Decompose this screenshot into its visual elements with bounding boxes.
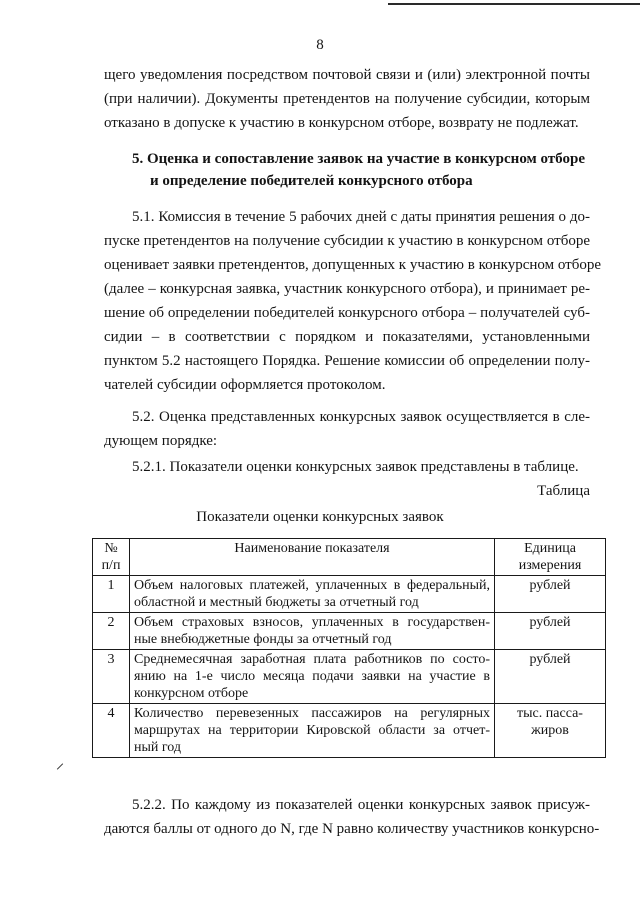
table-row bbox=[93, 704, 606, 758]
text-line: 5.1. Комиссия в течение 5 рабочих дней с даты принятия решения о до- bbox=[132, 209, 590, 225]
table-label: Таблица bbox=[537, 483, 590, 499]
table-row bbox=[93, 576, 606, 613]
header-unit: Единица измерения bbox=[495, 539, 606, 576]
table-row bbox=[93, 650, 606, 704]
text-line: чателей субсидии оформляется протоколом. bbox=[104, 377, 386, 393]
table-row bbox=[93, 613, 606, 650]
row-unit: тыс. пасса- жиров bbox=[495, 704, 606, 758]
text-line: дующем порядке: bbox=[104, 433, 218, 449]
text-line: пуске претендентов на получение субсидии к участию в конкурсном отборе bbox=[104, 233, 590, 249]
text-line: 5.2.2. По каждому из показателей оценки конкурсных заявок присуж- bbox=[132, 797, 590, 813]
indicators-table bbox=[92, 538, 606, 758]
row-num: 1 bbox=[93, 576, 130, 613]
scan-top-rule bbox=[388, 3, 640, 5]
text-line: оценивает заявки претендентов, допущенных к участию в конкурсном отборе bbox=[104, 257, 601, 273]
text-line: пунктом 5.2 настоящего Порядка. Решение комиссии об определении полу- bbox=[104, 353, 590, 369]
scan-mark bbox=[57, 763, 63, 769]
header-name: Наименование показателя bbox=[130, 539, 495, 576]
row-num: 3 bbox=[93, 650, 130, 704]
row-name: Объем налоговых платежей, уплаченных в федеральный, областной и местный бюджеты за отчетный год bbox=[130, 576, 495, 613]
row-name: Объем страховых взносов, уплаченных в государствен- ные внебюджетные фонды за отчетный год bbox=[130, 613, 495, 650]
row-unit: рублей bbox=[495, 650, 606, 704]
page-number: 8 bbox=[316, 37, 324, 53]
section-heading: 5. Оценка и сопоставление заявок на участие в конкурсном отборе bbox=[132, 151, 585, 167]
row-unit: рублей bbox=[495, 613, 606, 650]
text-line: сидии – в соответствии с порядком и показателями, установленными bbox=[104, 329, 590, 345]
row-num: 4 bbox=[93, 704, 130, 758]
row-num: 2 bbox=[93, 613, 130, 650]
text-line: (далее – конкурсная заявка, участник конкурсного отбора), и принимает ре- bbox=[104, 281, 590, 297]
table-title: Показатели оценки конкурсных заявок bbox=[196, 509, 444, 525]
table-header-row bbox=[93, 539, 606, 576]
text-line: шение об определении победителей конкурсного отбора – получателей суб- bbox=[104, 305, 590, 321]
text-line: (при наличии). Документы претендентов на получение субсидии, которым bbox=[104, 91, 590, 107]
row-unit: рублей bbox=[495, 576, 606, 613]
text-line: 5.2. Оценка представленных конкурсных заявок осуществляется в сле- bbox=[132, 409, 590, 425]
row-name: Количество перевезенных пассажиров на регулярных маршрутах на территории Кировской области за отчет- ный год bbox=[130, 704, 495, 758]
header-num: № п/п bbox=[93, 539, 130, 576]
text-line: отказано в допуске к участию в конкурсном отборе, возврату не подлежат. bbox=[104, 115, 579, 131]
row-name: Среднемесячная заработная плата работников по состо- янию на 1-е число месяца подачи заявки на участие в конкурсном отборе bbox=[130, 650, 495, 704]
text-line: щего уведомления посредством почтовой связи и (или) электронной почты bbox=[104, 67, 590, 83]
text-line: даются баллы от одного до N, где N равно количеству участников конкурсно- bbox=[104, 821, 600, 837]
text-line: 5.2.1. Показатели оценки конкурсных заявок представлены в таблице. bbox=[132, 459, 579, 475]
section-heading: и определение победителей конкурсного отбора bbox=[150, 173, 473, 189]
